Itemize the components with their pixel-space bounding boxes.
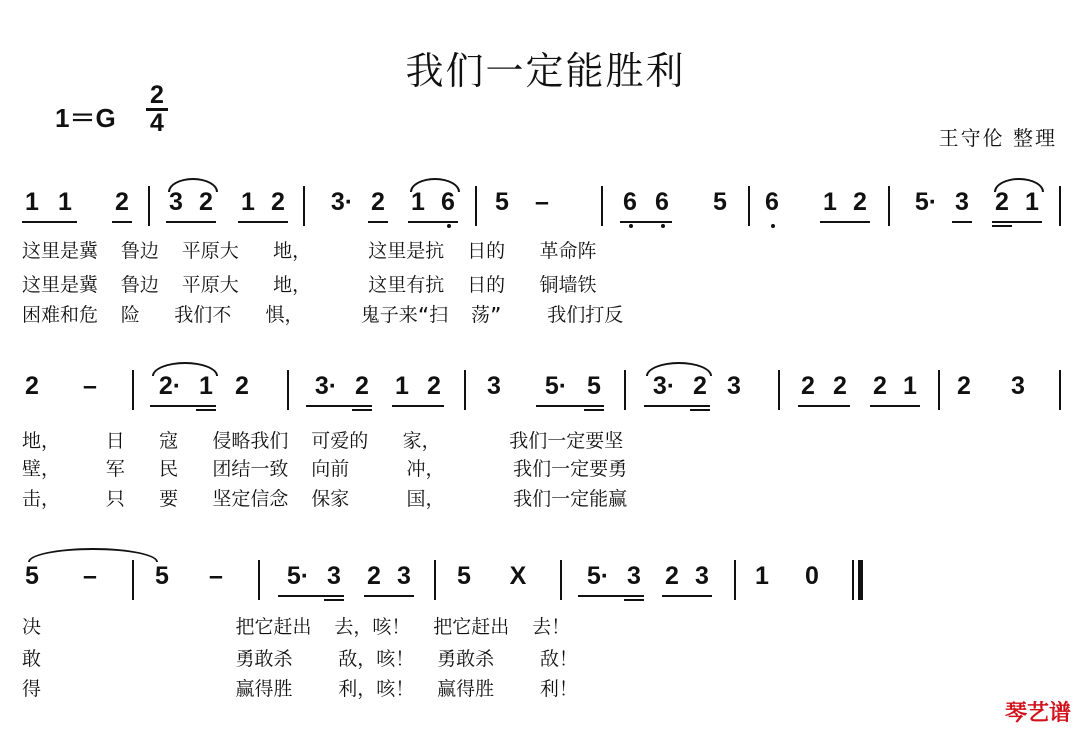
note: 1 — [411, 188, 425, 216]
note: 3 — [327, 562, 341, 590]
beam-line — [798, 405, 850, 407]
note: 3 — [955, 188, 969, 216]
slur — [646, 362, 712, 376]
note: 3 — [627, 562, 641, 590]
note: 3· — [652, 372, 676, 400]
note: 5 — [25, 562, 39, 590]
beam-line — [408, 221, 458, 223]
note: 0 — [805, 562, 819, 590]
beam-line — [352, 409, 372, 411]
note: 2 — [833, 372, 847, 400]
barline — [434, 560, 436, 600]
barline — [132, 560, 134, 600]
barline — [888, 186, 890, 226]
beam-line — [112, 221, 132, 223]
barline — [132, 370, 134, 410]
note: 1 — [25, 188, 39, 216]
barline — [1059, 186, 1061, 226]
beam-line — [150, 405, 216, 407]
note: 2· — [158, 372, 182, 400]
note: 3 — [487, 372, 501, 400]
beam-line — [992, 221, 1042, 223]
note: 1 — [1025, 188, 1039, 216]
note: – — [83, 372, 97, 400]
note: 6 — [623, 188, 637, 216]
beam-line — [364, 595, 414, 597]
note: 1 — [58, 188, 72, 216]
time-signature-bottom: 4 — [150, 109, 164, 137]
note: 5 — [495, 188, 509, 216]
beam-line — [870, 405, 920, 407]
note: 3 — [727, 372, 741, 400]
barline — [464, 370, 466, 410]
beam-line — [578, 595, 644, 597]
beam-line — [392, 405, 444, 407]
low-octave-dot — [447, 224, 451, 228]
note: 3· — [314, 372, 338, 400]
beam-line — [196, 409, 216, 411]
note: 2 — [199, 188, 213, 216]
note: 2 — [235, 372, 249, 400]
note: 1 — [199, 372, 213, 400]
low-octave-dot — [629, 224, 633, 228]
beam-line — [952, 221, 972, 223]
slur — [994, 178, 1044, 192]
note: 2 — [367, 562, 381, 590]
lyric-line-3: 击， 只 要 坚定信念 保家 国， 我们一定能赢 — [22, 488, 628, 510]
note: 5 — [155, 562, 169, 590]
time-signature — [146, 81, 168, 137]
note: 2 — [115, 188, 129, 216]
note: 5· — [914, 188, 938, 216]
note: 2 — [665, 562, 679, 590]
note: X — [509, 562, 527, 590]
notation-row — [0, 560, 1091, 600]
beam-line — [820, 221, 870, 223]
lyric-line-3: 得 赢得胜 利，咳！ 赢得胜 利！ — [22, 678, 578, 700]
lyric-line-3: 困难和危 险 我们不 惧， 鬼子来“扫 荡” 我们打反 — [22, 304, 624, 326]
beam-line — [22, 221, 77, 223]
barline — [258, 560, 260, 600]
note: 2 — [853, 188, 867, 216]
lyric-line-2: 这里是冀 鲁边 平原大 地， 这里有抗 日的 铜墙铁 — [22, 274, 597, 296]
lyric-line-1: 这里是冀 鲁边 平原大 地， 这里是抗 日的 革命阵 — [22, 240, 597, 262]
lyric-line-2: 壁， 军 民 团结一致 向前 冲， 我们一定要勇 — [22, 458, 628, 480]
note: 5 — [587, 372, 601, 400]
barline — [303, 186, 305, 226]
note: 6 — [441, 188, 455, 216]
barline — [1059, 370, 1061, 410]
note: 1 — [241, 188, 255, 216]
note: 2 — [25, 372, 39, 400]
note: 3 — [169, 188, 183, 216]
notation-row — [0, 186, 1091, 226]
low-octave-dot — [771, 224, 775, 228]
note: 2 — [873, 372, 887, 400]
note: 1 — [903, 372, 917, 400]
note: 1 — [755, 562, 769, 590]
beam-line — [690, 409, 710, 411]
barline — [624, 370, 626, 410]
note: 3 — [695, 562, 709, 590]
notation-row — [0, 370, 1091, 410]
low-octave-dot — [661, 224, 665, 228]
beam-line — [368, 221, 388, 223]
barline — [148, 186, 150, 226]
beam-line — [166, 221, 216, 223]
watermark-logo: 琴艺谱 — [1004, 701, 1071, 726]
note: 6 — [765, 188, 779, 216]
song-title: 我们一定能胜利 — [405, 49, 686, 93]
note: 6 — [655, 188, 669, 216]
beam-line — [306, 405, 372, 407]
beam-line — [620, 221, 672, 223]
note: 2 — [371, 188, 385, 216]
lyric-line-2: 敢 勇敢杀 敌，咳！ 勇敢杀 敌！ — [22, 648, 578, 670]
final-barline-thin — [852, 560, 854, 600]
beam-line — [584, 409, 604, 411]
lyric-line-1: 决 把它赶出 去，咳！ 把它赶出 去！ — [22, 616, 571, 638]
note: 1 — [823, 188, 837, 216]
barline — [778, 370, 780, 410]
slur — [152, 362, 218, 376]
note: 5· — [286, 562, 310, 590]
barline — [475, 186, 477, 226]
note: 2 — [957, 372, 971, 400]
note: 2 — [271, 188, 285, 216]
note: 3 — [397, 562, 411, 590]
barline — [601, 186, 603, 226]
note: – — [209, 562, 223, 590]
beam-line — [238, 221, 288, 223]
note: 5· — [586, 562, 610, 590]
note: 1 — [395, 372, 409, 400]
slur — [168, 178, 218, 192]
note: – — [535, 188, 549, 216]
note: 5· — [544, 372, 568, 400]
barline — [748, 186, 750, 226]
beam-line — [644, 405, 710, 407]
note: 3 — [1011, 372, 1025, 400]
note: 2 — [355, 372, 369, 400]
beam-line — [992, 225, 1012, 227]
note: – — [83, 562, 97, 590]
barline — [560, 560, 562, 600]
tie — [28, 548, 158, 562]
beam-line — [662, 595, 712, 597]
barline — [734, 560, 736, 600]
time-signature-top: 2 — [150, 81, 164, 109]
final-barline-thick — [858, 560, 863, 600]
note: 2 — [801, 372, 815, 400]
note: 5 — [457, 562, 471, 590]
note: 2 — [693, 372, 707, 400]
beam-line — [536, 405, 604, 407]
arranger-credit: 王守伦 整理 — [938, 126, 1057, 150]
slur — [410, 178, 460, 192]
note: 2 — [427, 372, 441, 400]
lyric-line-1: 地， 日 寇 侵略我们 可爱的 家， 我们一定要坚 — [22, 430, 624, 452]
beam-line — [624, 599, 644, 601]
barline — [287, 370, 289, 410]
beam-line — [324, 599, 344, 601]
note: 2 — [995, 188, 1009, 216]
note: 3· — [330, 188, 354, 216]
beam-line — [278, 595, 344, 597]
note: 5 — [713, 188, 727, 216]
barline — [938, 370, 940, 410]
key-signature: 1＝G — [55, 103, 116, 133]
